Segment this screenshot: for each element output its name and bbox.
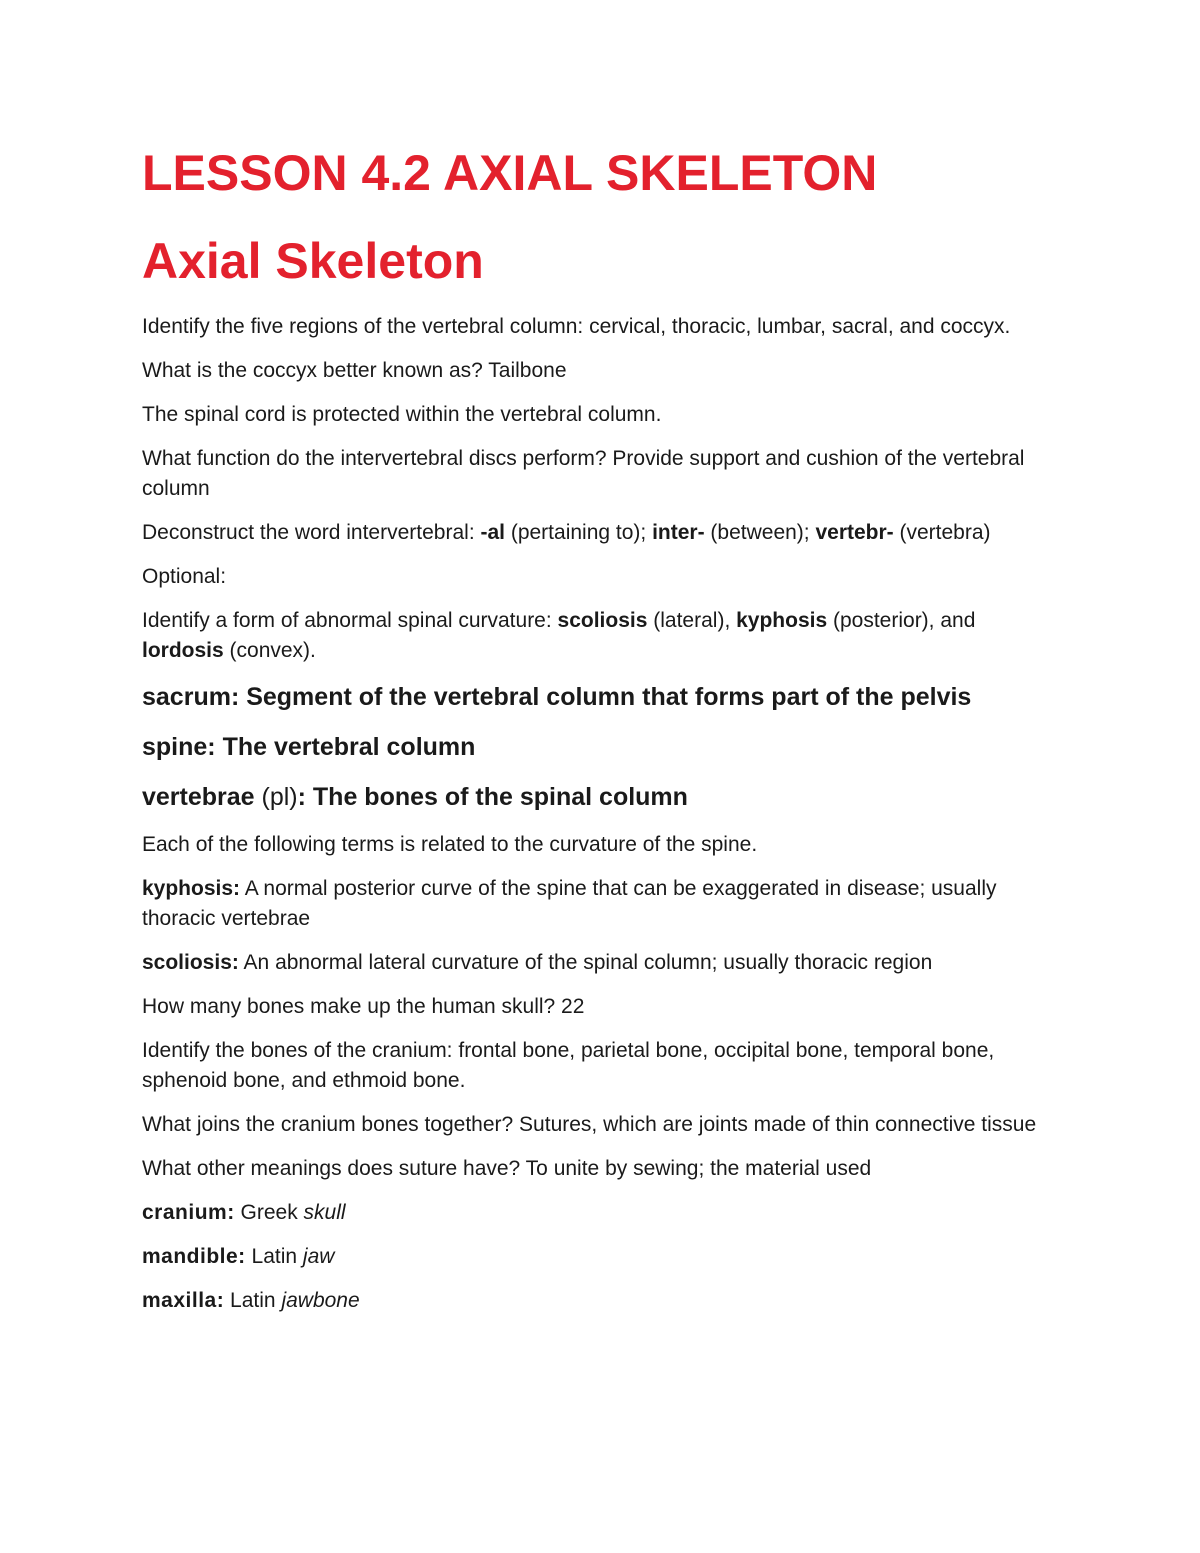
- definition-plural-note: (pl): [254, 783, 298, 811]
- text-span: Identify a form of abnormal spinal curvature:: [142, 609, 558, 632]
- paragraph-sutures: What joins the cranium bones together? Sutures, which are joints made of thin connective tissue: [142, 1113, 1037, 1136]
- bold-term: kyphosis:: [142, 877, 241, 900]
- text-span: Latin: [224, 1289, 282, 1312]
- definition-term: spine:: [142, 733, 216, 761]
- italic-word: skull: [303, 1201, 346, 1224]
- etymology-mandible: [142, 1242, 1042, 1272]
- definition-text: Segment of the vertebral column that forms part of the pelvis: [239, 683, 972, 711]
- bold-term: maxilla:: [142, 1289, 225, 1312]
- definition-sacrum: [142, 680, 1042, 714]
- paragraph-curvature-terms: Each of the following terms is related to the curvature of the spine.: [142, 833, 758, 856]
- bold-term: vertebr-: [815, 521, 894, 544]
- bold-term: scoliosis:: [142, 951, 239, 974]
- text-span: Latin: [245, 1245, 303, 1268]
- bold-term: cranium:: [142, 1201, 235, 1224]
- definition-vertebrae: [142, 780, 1042, 814]
- text-span: (vertebra): [893, 521, 991, 544]
- etymology-cranium: [142, 1198, 1042, 1228]
- lesson-title: LESSON 4.2 AXIAL SKELETON: [142, 145, 878, 201]
- paragraph-vertebral-regions: Identify the five regions of the vertebral column: cervical, thoracic, lumbar, sacral, and coccyx.: [142, 315, 1011, 338]
- paragraph-abnormal-curvature: [142, 606, 1042, 666]
- document-body: [142, 140, 1042, 1330]
- text-span: (between);: [704, 521, 816, 544]
- bold-term: -al: [480, 521, 505, 544]
- bold-term: inter-: [652, 521, 705, 544]
- italic-word: jawbone: [281, 1289, 360, 1312]
- italic-word: jaw: [302, 1245, 335, 1268]
- text-span: Greek: [234, 1201, 304, 1224]
- text-span: (pertaining to);: [505, 521, 653, 544]
- text-span: Deconstruct the word intervertebral:: [142, 521, 481, 544]
- paragraph-kyphosis: [142, 874, 1042, 934]
- paragraph-optional: Optional:: [142, 565, 227, 588]
- paragraph-scoliosis: [142, 948, 1042, 978]
- bold-term: scoliosis: [557, 609, 648, 632]
- text-span: (posterior), and: [827, 609, 976, 632]
- bold-term: lordosis: [142, 639, 224, 662]
- section-heading: Axial Skeleton: [142, 233, 484, 289]
- paragraph-suture-meanings: What other meanings does suture have? To unite by sewing; the material used: [142, 1157, 872, 1180]
- bold-term: kyphosis: [736, 609, 828, 632]
- text-span: An abnormal lateral curvature of the spinal column; usually thoracic region: [238, 951, 933, 974]
- paragraph-deconstruct-word: [142, 518, 1042, 548]
- definition-spine: [142, 730, 1042, 764]
- definition-text: : The bones of the spinal column: [297, 783, 688, 811]
- text-span: (convex).: [223, 639, 316, 662]
- paragraph-cranium-bones: Identify the bones of the cranium: frontal bone, parietal bone, occipital bone, temporal bone, sphenoid bone, and ethmoid bone.: [142, 1039, 995, 1092]
- text-span: (lateral),: [647, 609, 737, 632]
- bold-term: mandible:: [142, 1245, 246, 1268]
- paragraph-coccyx: What is the coccyx better known as? Tailbone: [142, 359, 567, 382]
- paragraph-skull-bones: How many bones make up the human skull? 22: [142, 995, 585, 1018]
- paragraph-spinal-cord: The spinal cord is protected within the vertebral column.: [142, 403, 662, 426]
- paragraph-intervertebral-discs: What function do the intervertebral discs perform? Provide support and cushion of the vertebral column: [142, 447, 1025, 500]
- etymology-maxilla: [142, 1286, 1042, 1316]
- definition-term: sacrum:: [142, 683, 240, 711]
- text-span: A normal posterior curve of the spine that can be exaggerated in disease; usually thoracic vertebrae: [142, 877, 997, 930]
- definition-term: vertebrae: [142, 783, 255, 811]
- definition-text: The vertebral column: [215, 733, 476, 761]
